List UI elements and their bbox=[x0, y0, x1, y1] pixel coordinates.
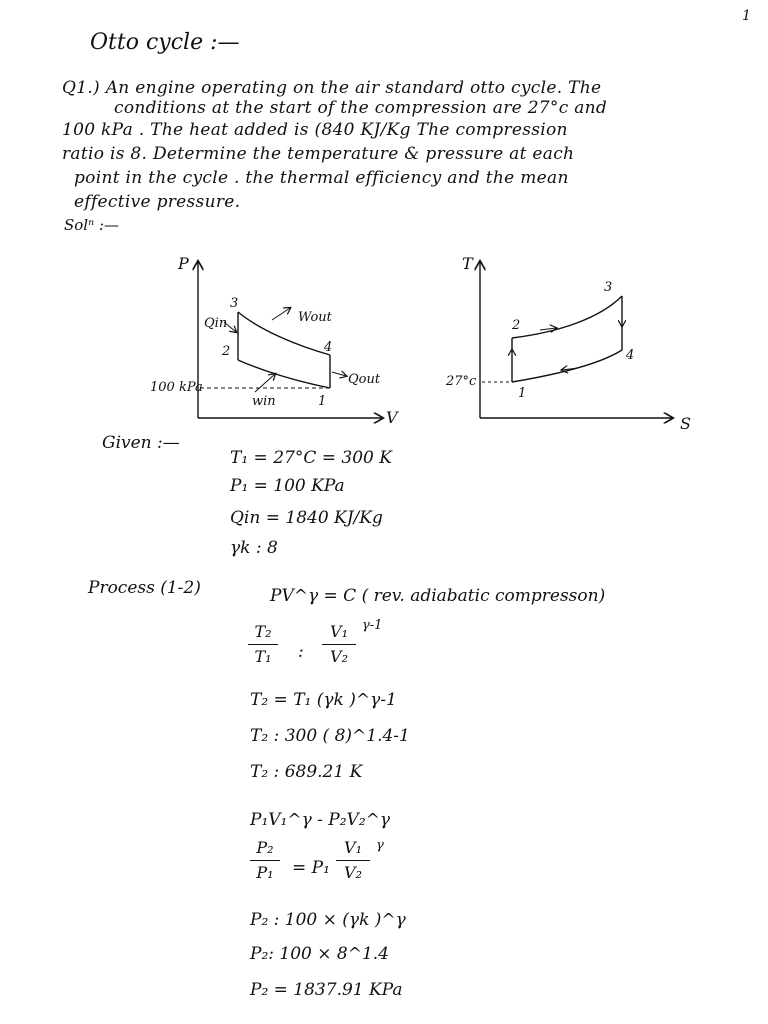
question-line-4: ratio is 8. Determine the temperature & pressure at each bbox=[62, 144, 575, 164]
eq-p2-line-1: P₂ : 100 × (γk )^γ bbox=[250, 910, 406, 930]
pv-wout-label: Wout bbox=[298, 310, 332, 325]
pv-process-1-2 bbox=[238, 360, 330, 388]
given-label: Given :— bbox=[102, 433, 180, 453]
question-line-3: 100 kPa . The heat added is (840 KJ/Kg The compression bbox=[62, 120, 568, 140]
ts-diagram bbox=[480, 262, 672, 418]
eq-t2-line-2: T₂ : 300 ( 8)^1.4-1 bbox=[250, 726, 410, 746]
question-line-1: Q1.) An engine operating on the air standard otto cycle. The bbox=[62, 78, 602, 98]
pv-qout-arrow bbox=[332, 372, 346, 376]
given-p1: P₁ = 100 KPa bbox=[230, 476, 345, 496]
pv-axis-label-v: V bbox=[386, 408, 398, 427]
fraction-p2-p1: P₂ P₁ bbox=[250, 838, 280, 883]
pv-wout-arrow bbox=[272, 308, 290, 320]
eq-p2-result: P₂ = 1837.91 KPa bbox=[250, 980, 403, 1000]
ts-point-4: 4 bbox=[626, 348, 635, 363]
pv-qout-label: Qout bbox=[348, 372, 381, 387]
page-number-mark: 1 bbox=[742, 8, 751, 24]
pv-point-4: 4 bbox=[324, 340, 333, 355]
ts-temperature-label: 27°c bbox=[446, 374, 477, 389]
eq-p2-line-2: P₂: 100 × 8^1.4 bbox=[250, 944, 389, 964]
ts-point-1: 1 bbox=[518, 386, 527, 401]
given-qin: Qin = 1840 KJ/Kg bbox=[230, 508, 383, 528]
pv-axis-label-p: P bbox=[178, 254, 189, 273]
exponent-gamma-minus-1: γ-1 bbox=[362, 618, 383, 633]
equals-p1: = P₁ bbox=[292, 858, 330, 878]
fraction-v1-v2-b: V₁ V₂ bbox=[336, 838, 370, 883]
question-line-6: effective pressure. bbox=[74, 192, 241, 212]
pv-diagram bbox=[198, 262, 382, 418]
process-label: Process (1-2) bbox=[88, 578, 201, 598]
ts-axis-label-s: S bbox=[680, 414, 691, 433]
pv-point-2: 2 bbox=[222, 344, 231, 359]
ts-point-3: 3 bbox=[604, 280, 613, 295]
eq-p1v1-p2v2: P₁V₁^γ - P₂V₂^γ bbox=[250, 810, 391, 830]
given-t1: T₁ = 27°C = 300 K bbox=[230, 448, 392, 468]
question-line-5: point in the cycle . the thermal efficiency and the mean bbox=[74, 168, 569, 188]
eq-t2-result: T₂ : 689.21 K bbox=[250, 762, 363, 782]
fraction-t2-t1: T₂ T₁ bbox=[248, 622, 278, 667]
given-rk: γk : 8 bbox=[230, 538, 278, 558]
question-line-2: conditions at the start of the compression are 27°c and bbox=[114, 98, 608, 118]
page-title: Otto cycle :— bbox=[90, 30, 240, 55]
pv-win-label: win bbox=[252, 394, 276, 409]
ts-process-4-1 bbox=[512, 350, 622, 382]
equals-sign-1: : bbox=[298, 642, 304, 662]
pv-qin-label: Qin bbox=[204, 316, 228, 331]
exponent-gamma: γ bbox=[376, 838, 384, 853]
process-relation: PV^γ = C ( rev. adiabatic compresson) bbox=[270, 586, 606, 606]
ts-process-2-3 bbox=[512, 296, 622, 338]
ts-point-2: 2 bbox=[512, 318, 521, 333]
pv-pressure-label: 100 kPa bbox=[150, 380, 203, 395]
solution-label: Solⁿ :— bbox=[64, 216, 120, 234]
eq-t2-line-1: T₂ = T₁ (γk )^γ-1 bbox=[250, 690, 397, 710]
pv-point-3: 3 bbox=[230, 296, 239, 311]
pv-point-1: 1 bbox=[318, 394, 327, 409]
ts-axis-label-t: T bbox=[462, 254, 473, 273]
fraction-v1-v2: V₁ V₂ bbox=[322, 622, 356, 667]
pv-win-arrow bbox=[255, 374, 275, 392]
